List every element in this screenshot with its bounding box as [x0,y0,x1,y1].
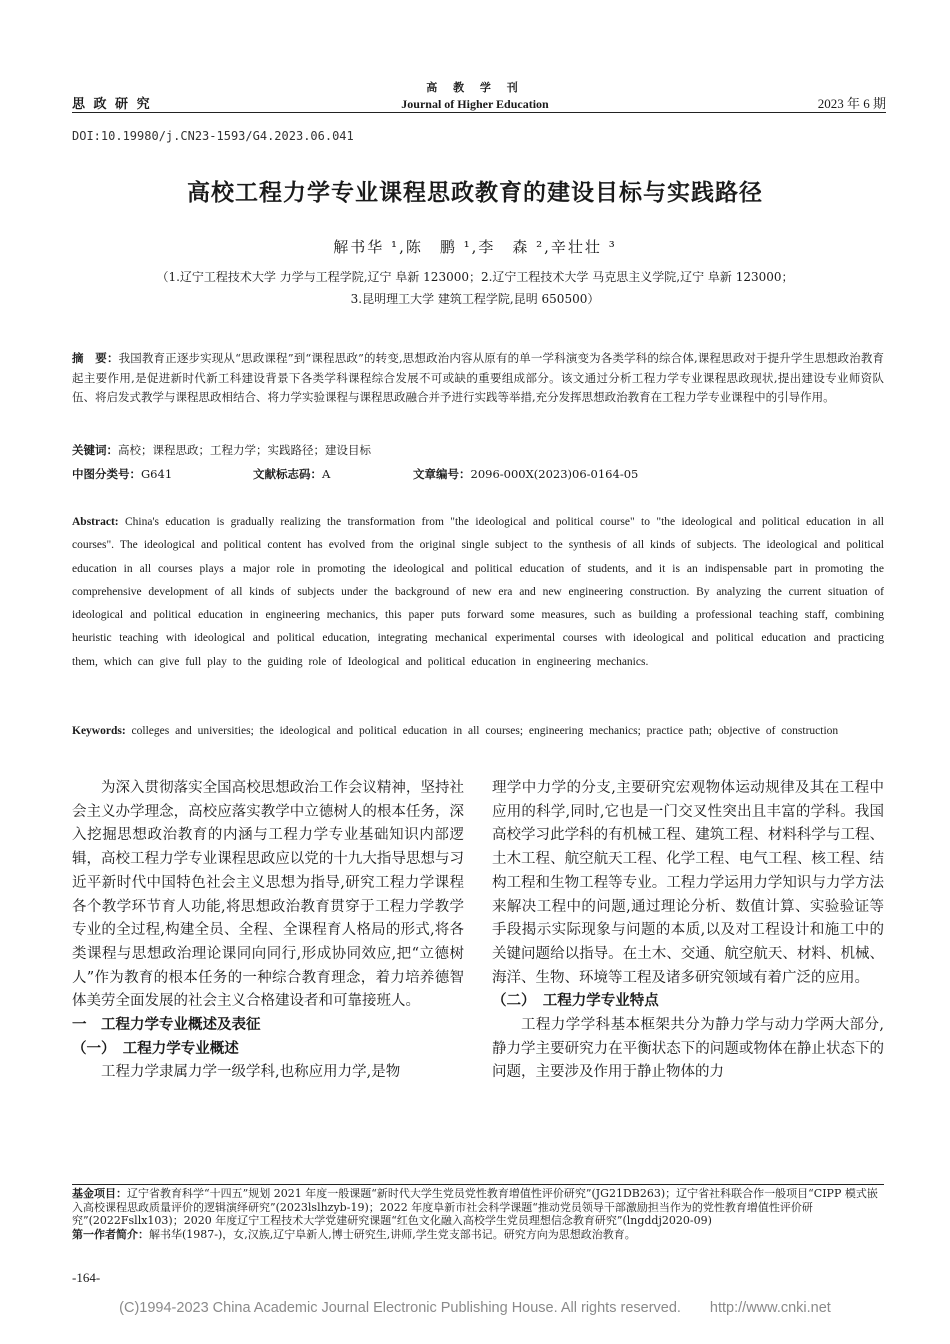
paper-title: 高校工程力学专业课程思政教育的建设目标与实践路径 [187,180,763,206]
keywords-cn [72,442,371,458]
abstract-en [72,511,884,674]
abstract-cn-label: 摘 要： [72,351,119,365]
author-note [72,1228,884,1242]
article-id-value: 2096-000X(2023)06-0164-05 [470,467,639,481]
section-heading-1: 一 工程力学专业概述及表征 [72,1017,261,1034]
body-column-right [492,777,884,1085]
abstract-cn [72,349,884,408]
fund-label: 基金项目： [72,1187,127,1200]
intro-paragraph: 为深入贯彻落实全国高校思想政治工作会议精神，坚持社会主义办学理念，高校应落实教学中立德树人的根本任务，深入挖掘思想政治教育的内涵与工程力学专业基础知识内部逻辑，高校工程力学专业课程思政应以党的十九大指导思想与习近平新时代中国特色社会主义思想为指导,研究工程力学课程各个教学环节育人功能,将思想政治教育贯穿于工程力学教学专业的全过程,构建全员、全程、全课程育人格局的形式,将各类课程与思想政治理论课同向同行,形成协同效应,把“立德树人”作为教育的根本任务的一种综合教育理念，着力培养德智体美劳全面发展的社会主义合格建设者和可靠接班人。 [72,780,464,1010]
clc-item [72,466,253,482]
clc-label: 中图分类号： [72,467,141,481]
footnotes [72,1187,884,1241]
keywords-cn-label: 关键词： [72,443,118,457]
classification-line [72,466,884,482]
doc-code-label: 文献标志码： [253,467,322,481]
article-id-label: 文章编号： [413,467,471,481]
author-note-label: 第一作者简介： [72,1227,149,1241]
keywords-en-text: colleges and universities; the ideological and political education in all courses; engineering mechanics; practice path; objective of construction [131,725,839,737]
affiliation-line-2: 3.昆明理工大学 建筑工程学院,昆明 650500） [350,292,600,306]
article-id-item [413,466,638,482]
paragraph-1-continued: 理学中力学的分支,主要研究宏观物体运动规律及其在工程中应用的科学,同时,它也是一门交叉性突出且丰富的学科。我国高校学习此学科的有机械工程、建筑工程、材料科学与工程、土木工程、航空航天工程、化学工程、电气工程、核工程、结构工程和生物工程等专业。工程力学运用力学知识与力学方法来解决工程中的问题,通过理论分析、数值计算、实验验证等手段揭示实际现象与问题的本质,以及对工程设计和施工中的关键问题给以指导。在土木、交通、航空航天、材料、机械、海洋、生物、环境等工程及诸多研究领域有着广泛的应用。 [492,780,884,986]
body-column-left [72,777,464,1085]
affiliation-line-1: （1.辽宁工程技术大学 力学与工程学院,辽宁 阜新 123000；2.辽宁工程技术大学 马克思主义学院,辽宁 阜新 123000； [156,270,794,284]
author-note-text: 解书华(1987-)，女,汉族,辽宁阜新人,博士研究生,讲师,学生党支部书记。研究方向为思想政治教育。 [149,1227,636,1241]
affiliations [0,266,950,310]
keywords-cn-text: 高校；课程思政；工程力学；实践路径；建设目标 [118,443,371,457]
doi: DOI:10.19980/j.CN23-1593/G4.2023.06.041 [72,129,354,143]
paragraph-2: 工程力学学科基本框架共分为静力学与动力学两大部分,静力学主要研究力在平衡状态下的问题或物体在静止状态下的问题，主要涉及作用于静止物体的力 [492,1017,884,1081]
copyright-footer: (C)1994-2023 China Academic Journal Electronic Publishing House. All rights reserved. http://www.cnki.net [119,1300,831,1316]
running-header-section: 思 政 研 究 [72,97,152,112]
clc-value: G641 [141,467,173,481]
journal-title-cn: 高 教 学 刊 [426,81,524,94]
authors: 解书华 ¹,陈 鹏 ¹,李 森 ²,辛壮壮 ³ [333,238,617,256]
page-number: -164- [72,1270,101,1285]
subsection-heading-1: （一） 工程力学专业概述 [72,1040,239,1057]
abstract-cn-text: 我国教育正逐步实现从“思政课程”到“课程思政”的转变,思想政治内容从原有的单一学科演变为各类学科的综合体,课程思政对于提升学生思想政治教育起主要作用,是促进新时代新工科建设背景下各类学科课程综合发展不可或缺的重要组成部分。该文通过分析工程力学专业课程思政现状,提出建设专业师资队伍、将启发式教学与课程思政相结合、将力学实验课程与课程思政融合并予进行实践等举措,充分发挥思想政治教育在工程力学专业课程中的引导作用。 [72,351,884,405]
keywords-en-label: Keywords: [72,725,126,737]
doc-code-value: A [322,467,331,481]
abstract-en-text: China's education is gradually realizing the transformation from "the ideological and political course" to "the ideological and political education in all courses". The ideological and political content has evolved from the original single subject to the synthesis of all kinds of subjects. The ideological and political education in all courses plays a major role in promoting the ideological and political education of students, and it is an indispensable part in promoting the comprehensive development of all kinds of subjects under the background of new era and new engineering construction. By analyzing the current situation of ideological and political education in engineering mechanics, this paper puts forward some measures, such as building a professional teaching staff, combining heuristic teaching with ideological and political education, integrating mechanical experimental courses with ideological and political education and practicing them, which can give full play to the guiding role of Ideological and political education in engineering mechanics. [72,516,884,668]
paragraph-1-start: 工程力学隶属力学一级学科,也称应用力学,是物 [101,1064,401,1081]
footnote-divider [72,1184,884,1185]
doc-code-item [253,466,413,482]
header-divider [72,112,886,113]
running-header-journal [0,79,950,112]
keywords-en [72,720,884,743]
journal-title-en: Journal of Higher Education [401,97,549,111]
abstract-en-label: Abstract: [72,516,119,528]
fund-note [72,1187,884,1228]
fund-text: 辽宁省教育科学“十四五”规划 2021 年度一般课题“新时代大学生党员党性教育增值性评价研究”(JG21DB263)；辽宁省社科联合作一般项目“CIPP 模式嵌入高校课程思政质量评价的逻辑演绎研究”(2023lslhzyb-19)；2022 年度阜新市社会科学课题“推动党员领导干部激励担当作为的党性教育增值性评价研究”(2022Fsllx103)；2020 年度辽宁工程技术大学党建研究课题“红色文化融入高校学生党员理想信念教育研究”(lngddj2020-09) [72,1187,878,1227]
running-header-date: 2023 年 6 期 [817,96,886,111]
subsection-heading-2: （二） 工程力学专业特点 [492,993,659,1010]
